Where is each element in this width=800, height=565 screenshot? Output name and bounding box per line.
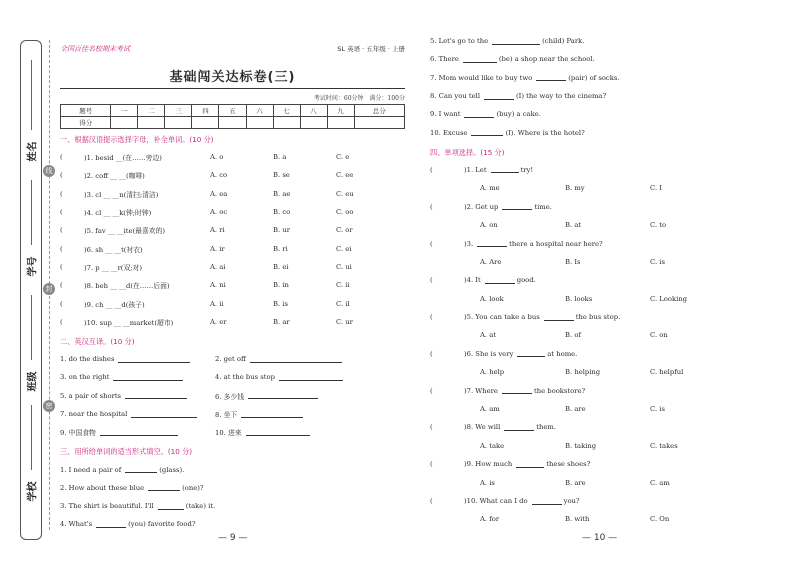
answer-paren[interactable]: (: [60, 299, 63, 308]
option-b[interactable]: B. ae: [273, 189, 291, 198]
answer-blank[interactable]: [158, 503, 184, 510]
translate-prompt: 6. 多少钱: [215, 392, 245, 401]
section4-heading: 四、单项选择。(15 分): [430, 147, 505, 157]
score-header-cell: 五: [219, 105, 246, 117]
fill-post: (buy) a cake.: [496, 110, 541, 119]
translate-item: [60, 387, 215, 405]
page-number-left: — 9 —: [218, 533, 248, 543]
option-c[interactable]: C. ui: [336, 262, 352, 271]
answer-blank[interactable]: [246, 429, 310, 436]
binding-name-line: [31, 60, 32, 130]
option-b[interactable]: B. helping: [565, 368, 601, 377]
option-c[interactable]: C. il: [336, 299, 350, 308]
answer-blank[interactable]: [250, 356, 342, 363]
score-cell[interactable]: [273, 117, 300, 129]
s4-options: [430, 363, 775, 381]
s1-question: [60, 239, 405, 257]
fill-pre: 5. Let's go to the: [430, 37, 489, 46]
score-cell[interactable]: [192, 117, 219, 129]
option-a[interactable]: A. for: [480, 515, 500, 524]
option-a[interactable]: A. co: [210, 171, 228, 180]
question-stem: )2. coff __ __(咖啡): [84, 172, 145, 181]
option-a[interactable]: A. ir: [210, 244, 225, 253]
score-table-header-row: [61, 105, 405, 117]
s4-options: [430, 437, 775, 455]
title-rule: [60, 88, 405, 89]
seal-mi: 密: [43, 400, 55, 412]
translate-prompt: 5. a pair of shorts: [60, 391, 122, 400]
fill-pre: 6. There: [430, 55, 459, 64]
option-a[interactable]: A. ii: [210, 299, 224, 308]
answer-blank[interactable]: [477, 240, 507, 247]
answer-blank[interactable]: [484, 93, 514, 100]
fill-question: [60, 497, 405, 515]
right-page: [430, 32, 775, 529]
s1-question: [60, 313, 405, 331]
answer-blank[interactable]: [516, 461, 544, 468]
option-a[interactable]: A. at: [480, 331, 497, 340]
answer-paren[interactable]: (: [60, 189, 63, 198]
fill-question: [60, 479, 405, 497]
answer-blank[interactable]: [113, 374, 183, 381]
answer-blank[interactable]: [100, 429, 178, 436]
option-c[interactable]: C. takes: [650, 441, 678, 450]
score-header-cell: 九: [327, 105, 354, 117]
series-title: 全国百佳名校期末考试: [60, 45, 130, 53]
s4-options: [430, 473, 775, 491]
fill-post: (I). Where is the hotel?: [505, 128, 585, 137]
question-stem: )4. It: [464, 276, 481, 285]
translate-prompt: 10. 进来: [215, 429, 242, 438]
score-header-cell: 题号: [61, 105, 111, 117]
score-header-cell: 四: [192, 105, 219, 117]
binding-label-student-id: 学号: [27, 256, 39, 277]
answer-blank[interactable]: [532, 498, 562, 505]
s1-question: [60, 203, 405, 221]
s4-options: [430, 253, 775, 271]
answer-blank[interactable]: [491, 166, 519, 173]
option-c[interactable]: C. ii: [336, 281, 350, 290]
score-cell[interactable]: [354, 117, 404, 129]
paper-title: 基础闯关达标卷(三): [169, 70, 296, 85]
option-c[interactable]: C. e: [336, 153, 350, 162]
left-page: [60, 44, 405, 534]
translate-prompt: 9. 中国食物: [60, 429, 96, 438]
s4-question: [430, 308, 775, 326]
translate-item: [215, 387, 370, 405]
question-stem-end: you?: [563, 497, 580, 505]
score-header-cell: 七: [273, 105, 300, 117]
question-stem: )6. She is very: [464, 349, 514, 358]
answer-blank[interactable]: [485, 277, 515, 284]
option-a[interactable]: A. help: [480, 368, 505, 377]
option-b[interactable]: B. se: [273, 171, 290, 180]
answer-paren[interactable]: (: [60, 208, 63, 217]
fill-question: [60, 515, 405, 533]
option-b[interactable]: B. of: [565, 331, 581, 340]
option-b[interactable]: B. are: [565, 405, 586, 414]
question-stem: )1. besid __(在……旁边): [84, 154, 162, 163]
answer-paren[interactable]: (: [430, 313, 433, 322]
option-c[interactable]: C. ee: [336, 171, 354, 180]
question-stem: )4. cl __ __k(钟;时钟): [84, 209, 152, 218]
option-c[interactable]: C. on: [650, 331, 668, 340]
option-c[interactable]: C. to: [650, 221, 667, 230]
fill-pre: 10. Excuse: [430, 128, 468, 137]
answer-blank[interactable]: [248, 392, 318, 399]
answer-blank[interactable]: [131, 411, 197, 418]
option-c[interactable]: C. ei: [336, 244, 352, 253]
section4-questions: [430, 161, 775, 529]
score-cell[interactable]: [327, 117, 354, 129]
question-stem: )10. sup __ __market(超市): [84, 318, 174, 327]
fill-post: (take) it.: [185, 502, 216, 511]
fill-pre: 2. How about these blue: [60, 483, 145, 492]
fill-question: [430, 69, 775, 87]
section2-heading: 二、英汉互译。(10 分): [60, 336, 135, 346]
answer-paren[interactable]: (: [60, 153, 63, 162]
answer-blank[interactable]: [502, 203, 532, 210]
section2-items: [60, 350, 405, 441]
question-stem-end: there a hospital near here?: [509, 239, 603, 248]
option-a[interactable]: A. ri: [210, 226, 225, 235]
question-stem-end: try!: [520, 165, 534, 174]
exam-info: 考试时间：60分钟 满分：100分: [313, 95, 405, 102]
s1-question: [60, 258, 405, 276]
option-a[interactable]: A. look: [480, 294, 504, 303]
option-c[interactable]: C. eu: [336, 189, 354, 198]
translate-item: [215, 350, 370, 368]
question-stem: )5. fav __ __ite(最喜欢的): [84, 227, 166, 236]
option-c[interactable]: C. On: [650, 515, 670, 524]
fill-post: (I) the way to the cinema?: [516, 92, 607, 101]
option-b[interactable]: B. in: [273, 281, 289, 290]
question-stem-end: the bus stop.: [575, 313, 621, 322]
option-b[interactable]: B. at: [565, 221, 582, 230]
fill-post: (child) Park.: [542, 37, 585, 46]
score-cell[interactable]: [300, 117, 327, 129]
s1-question: [60, 276, 405, 294]
fill-post: (pair) of socks.: [568, 73, 620, 82]
s4-options: [430, 326, 775, 344]
answer-blank[interactable]: [517, 350, 545, 357]
s1-question: [60, 148, 405, 166]
option-c[interactable]: C. Looking: [650, 294, 687, 303]
s4-question: [430, 492, 775, 510]
answer-blank[interactable]: [463, 56, 497, 63]
s4-question: [430, 234, 775, 252]
translate-prompt: 2. get off: [215, 355, 246, 364]
option-b[interactable]: B. ur: [273, 226, 290, 235]
option-c[interactable]: C. is: [650, 405, 665, 414]
s4-options: [430, 179, 775, 197]
s4-options: [430, 216, 775, 234]
option-a[interactable]: A. me: [480, 184, 500, 193]
s1-question: [60, 221, 405, 239]
section1-heading: 一、根据汉语提示选择字母，补全单词。(10 分): [60, 135, 214, 144]
score-header-cell: 总分: [354, 105, 404, 117]
option-a[interactable]: A. ea: [210, 189, 228, 198]
page-number-right: — 10 —: [582, 533, 618, 543]
option-b[interactable]: B. ar: [273, 317, 290, 326]
option-b[interactable]: B. co: [273, 208, 291, 217]
answer-blank[interactable]: [464, 111, 494, 118]
fill-pre: 1. I need a pair of: [60, 465, 122, 474]
question-stem-end: time.: [534, 202, 552, 211]
option-a[interactable]: A. Are: [480, 257, 502, 266]
fill-pre: 9. I want: [430, 110, 461, 119]
score-header-cell: 一: [111, 105, 138, 117]
answer-paren[interactable]: (: [430, 423, 433, 432]
translate-prompt: 3. on the right: [60, 373, 110, 382]
option-a[interactable]: A. take: [480, 441, 505, 450]
option-a[interactable]: A. is: [480, 478, 495, 487]
question-stem: )6. sh __ __t(衬衣): [84, 245, 143, 254]
score-cell[interactable]: [111, 117, 138, 129]
translate-item: [215, 423, 370, 441]
option-a[interactable]: A. er: [210, 317, 227, 326]
answer-blank[interactable]: [279, 374, 343, 381]
answer-blank[interactable]: [118, 356, 190, 363]
answer-paren[interactable]: (: [60, 281, 63, 290]
score-table-score-row: [61, 117, 405, 129]
fill-post: (glass).: [159, 465, 185, 474]
section1-questions: [60, 148, 405, 331]
seal-xian: 线: [43, 165, 55, 177]
answer-paren[interactable]: (: [60, 317, 63, 326]
option-b[interactable]: B. ei: [273, 262, 289, 271]
score-header-cell: 三: [165, 105, 192, 117]
answer-paren[interactable]: (: [60, 171, 63, 180]
option-a[interactable]: A. am: [480, 405, 500, 414]
score-cell[interactable]: [219, 117, 246, 129]
option-c[interactable]: C. helpful: [650, 368, 684, 377]
s1-question: [60, 294, 405, 312]
question-stem: )7. p __ __r(双;对): [84, 263, 142, 272]
score-header-cell: 二: [138, 105, 165, 117]
score-row-label: 得分: [61, 117, 111, 129]
option-c[interactable]: C. I: [650, 184, 662, 193]
binding-label-school: 学校: [27, 481, 39, 502]
option-b[interactable]: B. Is: [565, 257, 581, 266]
answer-paren[interactable]: (: [430, 202, 433, 211]
fill-post: (you) favorite food?: [128, 520, 196, 529]
question-stem: )1. Let: [464, 165, 487, 174]
answer-paren[interactable]: (: [60, 262, 63, 271]
option-b[interactable]: B. looks: [565, 294, 593, 303]
seal-feng: 封: [43, 283, 55, 295]
s4-options: [430, 290, 775, 308]
answer-blank[interactable]: [492, 38, 540, 45]
s4-question: [430, 381, 775, 399]
s4-question: [430, 455, 775, 473]
option-b[interactable]: B. is: [273, 299, 288, 308]
fill-pre: 3. The shirt is beautiful. I'll: [60, 502, 154, 511]
binding-label-name: 姓名: [27, 141, 39, 162]
question-stem: )9. ch __ __d(孩子): [84, 300, 145, 309]
translate-item: [60, 423, 215, 441]
question-stem: )5. You can take a bus: [464, 313, 540, 322]
translate-prompt: 4. at the bus stop: [215, 373, 275, 382]
section3-heading: 三、用所给单词的适当形式填空。(10 分): [60, 447, 193, 457]
answer-paren[interactable]: (: [430, 386, 433, 395]
translate-item: [215, 405, 370, 423]
s4-options: [430, 510, 775, 528]
score-cell[interactable]: [246, 117, 273, 129]
s4-question: [430, 418, 775, 436]
answer-blank[interactable]: [125, 466, 157, 473]
translate-prompt: 1. do the dishes: [60, 355, 115, 364]
option-b[interactable]: B. are: [565, 478, 586, 487]
option-b[interactable]: B. taking: [565, 441, 597, 450]
question-stem: )7. Where: [464, 386, 498, 395]
fill-question: [430, 50, 775, 68]
option-a[interactable]: A. o: [210, 153, 224, 162]
answer-paren[interactable]: (: [60, 226, 63, 235]
answer-blank[interactable]: [96, 521, 126, 528]
option-a[interactable]: A. on: [480, 221, 498, 230]
answer-paren[interactable]: (: [430, 349, 433, 358]
question-stem: )8. We will: [464, 423, 501, 432]
fill-question: [430, 87, 775, 105]
s4-question: [430, 198, 775, 216]
question-stem: )2. Get up: [464, 202, 499, 211]
question-stem: )8. beh __ __d(在……后面): [84, 282, 170, 291]
fill-post: (be) a shop near the school.: [498, 55, 595, 64]
answer-blank[interactable]: [544, 314, 574, 321]
fill-post: (one)?: [182, 483, 204, 492]
option-b[interactable]: B. my: [565, 184, 585, 193]
answer-paren[interactable]: (: [430, 239, 433, 248]
translate-prompt: 8. 坐下: [215, 411, 238, 419]
translate-item: [215, 368, 370, 386]
answer-paren[interactable]: (: [430, 165, 433, 174]
answer-blank[interactable]: [125, 392, 187, 399]
option-b[interactable]: B. a: [273, 153, 287, 162]
binding-label-class: 班级: [27, 371, 39, 392]
option-b[interactable]: B. ri: [273, 244, 288, 253]
fill-pre: 4. What's: [60, 520, 93, 529]
answer-blank[interactable]: [241, 411, 303, 418]
option-c[interactable]: C. is: [650, 257, 665, 266]
answer-paren[interactable]: (: [430, 460, 433, 469]
score-table: [60, 104, 405, 129]
fill-question: [430, 105, 775, 123]
answer-paren[interactable]: (: [430, 276, 433, 285]
question-stem-end: them.: [536, 423, 557, 432]
question-stem: )9. How much: [464, 460, 513, 469]
score-header-cell: 六: [246, 105, 273, 117]
translate-item: [60, 368, 215, 386]
answer-paren[interactable]: (: [430, 497, 433, 505]
option-a[interactable]: A. ai: [210, 262, 226, 271]
score-cell[interactable]: [165, 117, 192, 129]
fill-pre: 8. Can you tell: [430, 92, 481, 101]
option-c[interactable]: C. or: [336, 226, 353, 235]
answer-blank[interactable]: [471, 129, 503, 136]
translate-item: [60, 350, 215, 368]
s1-question: [60, 166, 405, 184]
option-c[interactable]: C. am: [650, 478, 670, 487]
question-stem: )3.: [464, 239, 474, 248]
book-meta: SL 英语 · 五年级 · 上册: [337, 45, 405, 53]
fill-question: [60, 460, 405, 478]
question-stem-end: good.: [516, 276, 536, 285]
s4-question: [430, 271, 775, 289]
score-cell[interactable]: [138, 117, 165, 129]
question-stem-end: the bookstore?: [533, 386, 586, 395]
fill-question: [430, 32, 775, 50]
s4-question: [430, 161, 775, 179]
answer-paren[interactable]: (: [60, 244, 63, 253]
option-b[interactable]: B. with: [565, 515, 590, 524]
translate-item: [60, 405, 215, 423]
option-a[interactable]: A. ni: [210, 281, 226, 290]
answer-blank[interactable]: [504, 424, 534, 431]
binding-school-line: [31, 405, 32, 470]
answer-blank[interactable]: [502, 387, 532, 394]
s4-question: [430, 345, 775, 363]
question-stem-end: these shoes?: [546, 460, 591, 469]
option-c[interactable]: C. oo: [336, 208, 354, 217]
question-stem: )10. What can I do: [464, 497, 528, 505]
option-a[interactable]: A. oc: [210, 208, 228, 217]
binding-class-line: [31, 295, 32, 360]
binding-id-line: [31, 180, 32, 245]
binding-margin: [0, 0, 58, 565]
option-c[interactable]: C. ur: [336, 317, 353, 326]
answer-blank[interactable]: [148, 484, 180, 491]
score-header-cell: 八: [300, 105, 327, 117]
question-stem-end: at home.: [547, 349, 578, 358]
fill-question: [430, 123, 775, 141]
s1-question: [60, 185, 405, 203]
translate-prompt: 7. near the hospital: [60, 410, 128, 418]
answer-blank[interactable]: [536, 74, 566, 81]
s4-options: [430, 400, 775, 418]
fill-pre: 7. Mom would like to buy two: [430, 73, 533, 82]
question-stem: )3. cl __ __n(清扫;清洁): [84, 190, 159, 199]
